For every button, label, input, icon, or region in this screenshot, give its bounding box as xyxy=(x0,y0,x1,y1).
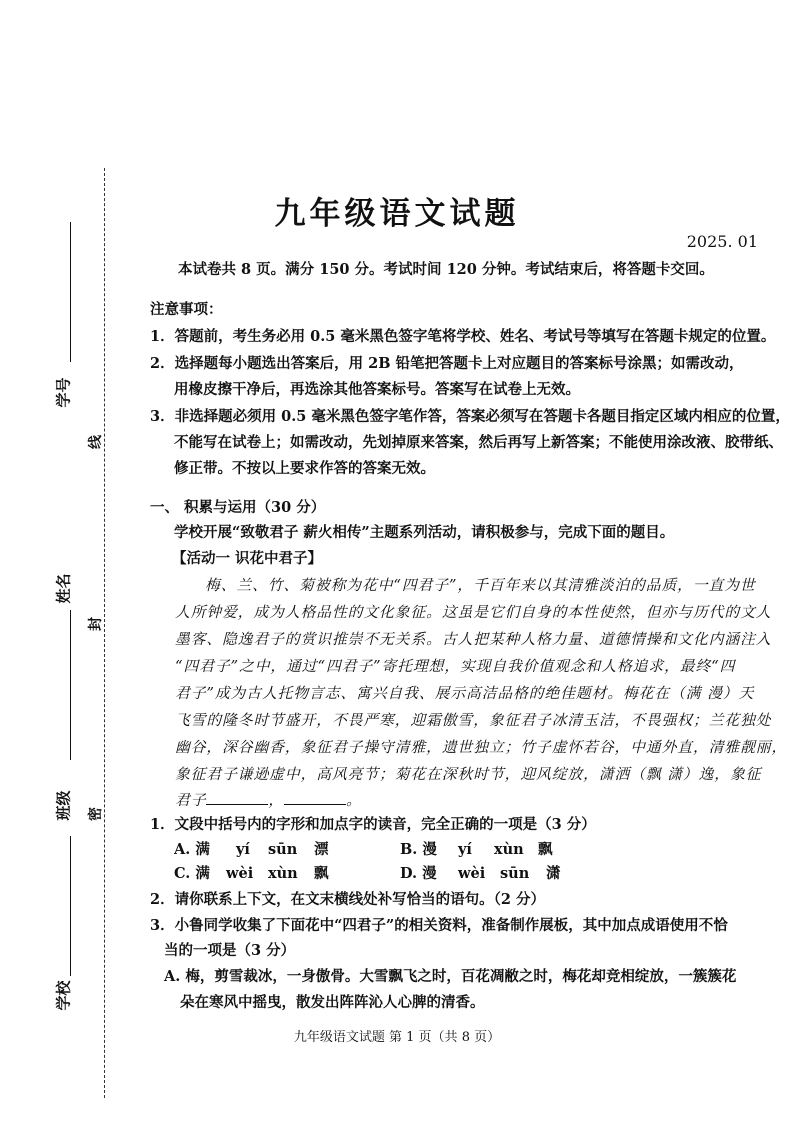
option-label: C. 满 xyxy=(174,865,210,882)
passage-line-5: 君子”成为古人托物言志、寓兴自我、展示高洁品格的绝佳题材。梅花在（满 漫）天 xyxy=(175,685,755,702)
q1-option-c[interactable] xyxy=(174,864,329,884)
option-pinyin-2: xùn xyxy=(494,841,524,858)
xingming-blank-line xyxy=(70,610,71,760)
q1-option-a[interactable] xyxy=(174,840,329,860)
passage-last-start: 君子 xyxy=(175,792,207,809)
q3-option-a-1[interactable]: A. 梅，剪雪裁冰，一身傲骨。大雪飘飞之时，百花凋敝之时，梅花却竞相绽放，一簇簇花 xyxy=(164,968,737,985)
option-pinyin-2: xùn xyxy=(268,865,298,882)
page-title: 九年级语文试题 xyxy=(274,196,520,232)
passage-line-9 xyxy=(175,790,362,811)
q1-option-d[interactable] xyxy=(400,864,561,884)
margin-label-mi: 密 xyxy=(88,807,104,821)
q1-stem: 1．文段中括号内的字形和加点字的读音，完全正确的一项是（3 分） xyxy=(150,816,596,833)
note-2-cont: 用橡皮擦干净后，再选涂其他答案标号。答案写在试卷上无效。 xyxy=(174,381,580,398)
passage-line-4: “四君子”之中，通过“四君子”寄托理想，实现自我价值观念和人格追求，最终“四 xyxy=(175,658,736,675)
option-pinyin-2: sūn xyxy=(268,841,298,858)
passage-last-end: 。 xyxy=(346,792,362,809)
xuehao-blank-line xyxy=(70,222,71,362)
passage-line-6: 飞雪的隆冬时节盛开，不畏严寒，迎霜傲雪，象征君子冰清玉洁，不畏强权；兰花独处 xyxy=(175,712,772,729)
q3-stem-1: 3．小鲁同学收集了下面花中“四君子”的相关资料，准备制作展板，其中加点成语使用不恰 xyxy=(150,917,728,934)
banji-blank-line xyxy=(70,836,71,976)
exam-date: 2025. 01 xyxy=(686,232,758,251)
option-pinyin-2: sūn xyxy=(500,865,530,882)
option-label: B. 漫 xyxy=(400,841,437,858)
page-footer: 九年级语文试题 第 1 页（共 8 页） xyxy=(293,1030,501,1045)
margin-label-xuexiao: 学校 xyxy=(54,980,73,1011)
option-label: D. 漫 xyxy=(400,865,437,882)
margin-label-xian: 线 xyxy=(88,435,104,449)
q2-stem: 2．请你联系上下文，在文末横线处补写恰当的语句。（2 分） xyxy=(150,891,545,908)
note-3-cont2: 修正带。不按以上要求作答的答案无效。 xyxy=(174,460,435,477)
exam-intro: 本试卷共 8 页。满分 150 分。考试时间 120 分钟。考试结束后，将答题卡交回。 xyxy=(178,261,714,278)
margin-label-xuehao: 学号 xyxy=(54,377,73,408)
q3-stem-2: 当的一项是（3 分） xyxy=(164,942,296,959)
answer-blank-2[interactable] xyxy=(284,790,346,805)
answer-blank-1[interactable] xyxy=(206,790,268,805)
passage-line-7: 幽谷，深谷幽香，象征君子操守清雅，遗世独立；竹子虚怀若谷，中通外直，清雅靓丽， xyxy=(175,739,788,756)
passage-last-sep: ， xyxy=(268,792,285,809)
passage-line-8: 象征君子谦逊虚中，高风亮节；菊花在深秋时节，迎风绽放，潇洒（飘 潇）逸，象征 xyxy=(175,766,762,783)
passage-line-1: 梅、兰、竹、菊被称为花中“四君子”，千百年来以其清雅淡泊的品质，一直为世 xyxy=(205,577,756,594)
q3-option-a-2[interactable]: 朵在寒风中摇曳，散发出阵阵沁人心脾的清香。 xyxy=(180,994,485,1011)
margin-label-xingming: 姓名 xyxy=(54,573,73,604)
option-char: 飘 xyxy=(538,841,553,858)
option-pinyin-1: yí xyxy=(236,841,250,858)
passage-line-2: 人所钟爱，成为人格品性的文化象征。这虽是它们自身的本性使然，但亦与历代的文人 xyxy=(175,604,772,621)
binding-dashed-line xyxy=(104,168,105,1098)
option-label: A. 满 xyxy=(174,841,210,858)
margin-label-banji: 班级 xyxy=(54,790,73,821)
margin-label-feng: 封 xyxy=(88,617,104,631)
passage-line-3: 墨客、隐逸君子的赏识推崇不无关系。古人把某种人格力量、道德情操和文化内涵注入 xyxy=(175,631,772,648)
option-pinyin-1: wèi xyxy=(226,865,254,882)
note-3: 3．非选择题必须用 0.5 毫米黑色签字笔作答，答案必须写在答题卡各题目指定区域内相应的位置， xyxy=(150,408,790,425)
option-char: 潇 xyxy=(546,865,561,882)
option-char: 漂 xyxy=(314,841,329,858)
section-theme: 学校开展“致敬君子 薪火相传”主题系列活动，请积极参与，完成下面的题目。 xyxy=(174,524,675,541)
activity-heading: 【活动一 识花中君子】 xyxy=(172,550,323,567)
section-heading: 一、 积累与运用（30 分） xyxy=(150,499,326,516)
option-char: 飘 xyxy=(314,865,329,882)
option-pinyin-1: yí xyxy=(458,841,472,858)
note-3-cont: 不能写在试卷上；如需改动，先划掉原来答案，然后再写上新答案；不能使用涂改液、胶带纸、 xyxy=(174,434,783,451)
note-1: 1．答题前，考生务必用 0.5 毫米黑色签字笔将学校、姓名、考试号等填写在答题卡规定的位置。 xyxy=(150,328,776,345)
note-2: 2．选择题每小题选出答案后，用 2B 铅笔把答题卡上对应题目的答案标号涂黑；如需改动， xyxy=(150,355,744,372)
option-pinyin-1: wèi xyxy=(458,865,486,882)
q1-option-b[interactable] xyxy=(400,840,553,860)
notes-heading: 注意事项： xyxy=(150,301,223,318)
